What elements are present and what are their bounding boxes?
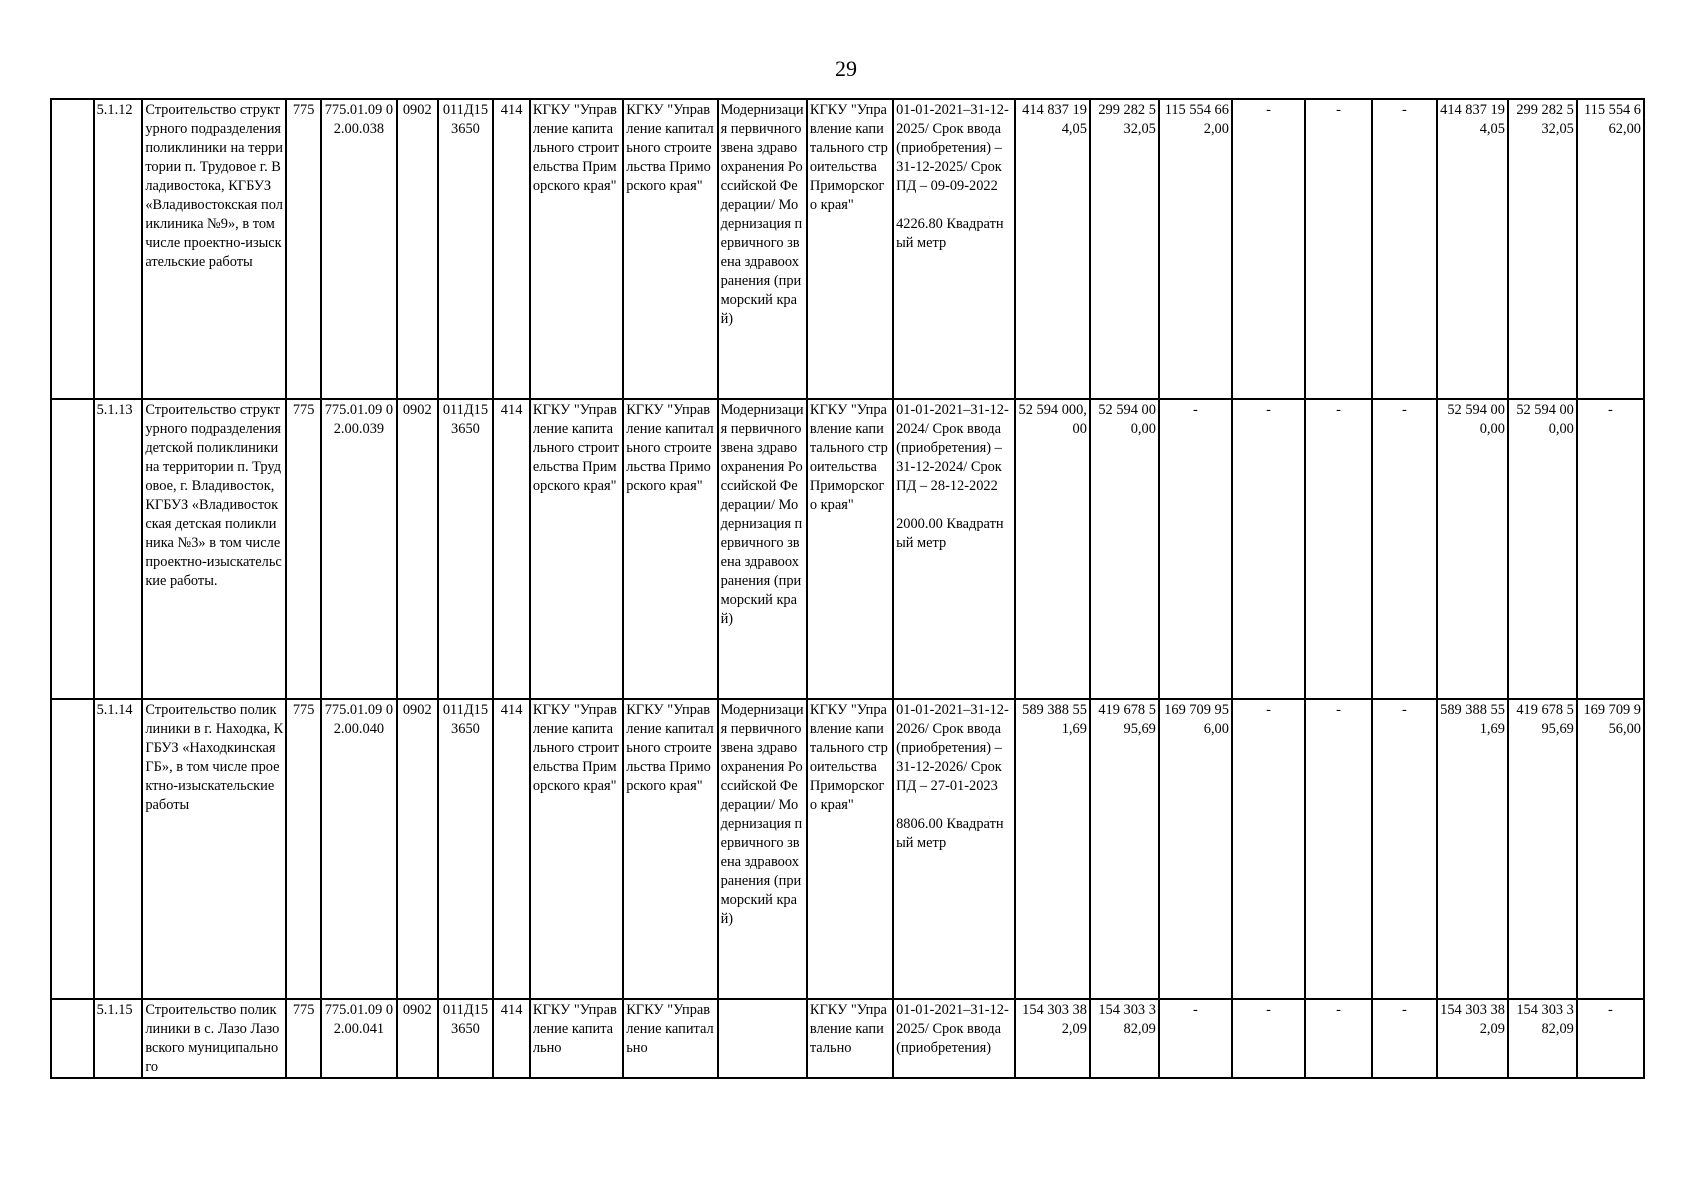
grbs-code: 775 bbox=[286, 399, 320, 699]
budget-year-2: 169 709 956,00 bbox=[1577, 699, 1644, 999]
dash-cell: - bbox=[1305, 699, 1372, 999]
budget-table bbox=[50, 98, 1645, 1079]
executor: КГКУ "Управление капитально bbox=[807, 999, 893, 1078]
expense-type: 414 bbox=[493, 999, 530, 1078]
dash-cell: - bbox=[1305, 99, 1372, 399]
dash-cell: - bbox=[1372, 399, 1437, 699]
dash-cell: - bbox=[1305, 999, 1372, 1078]
amount-year-1: 52 594 000,00 bbox=[1090, 399, 1159, 699]
section-code: 0902 bbox=[397, 99, 438, 399]
customer: КГКУ "Управление капитального строительства Приморского края" bbox=[530, 699, 623, 999]
developer: КГКУ "Управление капитального строительства Приморского края" bbox=[623, 699, 717, 999]
dash-cell: - bbox=[1232, 699, 1305, 999]
section-code: 0902 bbox=[397, 399, 438, 699]
object-name: Строительство поликлиники в с. Лазо Лазовского муниципального bbox=[142, 999, 286, 1078]
terms: 01-01-2021–31-12-2025/ Срок ввода (приобретения) bbox=[893, 999, 1015, 1078]
terms: 01-01-2021–31-12-2024/ Срок ввода (приобретения) – 31-12-2024/ Срок ПД – 28-12-2022 2000.00 Квадратный метр bbox=[893, 399, 1015, 699]
total-amount: 414 837 194,05 bbox=[1015, 99, 1090, 399]
program: Модернизация первичного звена здравоохранения Российской Федерации/ Модернизация первичного звена здравоохранения (приморский край) bbox=[718, 699, 807, 999]
executor: КГКУ "Управление капитального строительства Приморского края" bbox=[807, 699, 893, 999]
blank-cell bbox=[51, 399, 94, 699]
customer: КГКУ "Управление капитально bbox=[530, 999, 623, 1078]
amount-year-1: 299 282 532,05 bbox=[1090, 99, 1159, 399]
budget-year-1: 52 594 000,00 bbox=[1508, 399, 1577, 699]
object-code: 775.01.09 02.00.040 bbox=[321, 699, 397, 999]
amount-year-2: - bbox=[1159, 399, 1232, 699]
amount-year-2: 115 554 662,00 bbox=[1159, 99, 1232, 399]
object-name: Строительство поликлиники в г. Находка, КГБУЗ «Находкинская ГБ», в том числе проектно-изыскательские работы bbox=[142, 699, 286, 999]
program: Модернизация первичного звена здравоохранения Российской Федерации/ Модернизация первичного звена здравоохранения (приморский край) bbox=[718, 99, 807, 399]
budget-total: 52 594 000,00 bbox=[1437, 399, 1508, 699]
target-article: 011Д15 3650 bbox=[438, 699, 494, 999]
blank-cell bbox=[51, 99, 94, 399]
table-row bbox=[51, 399, 1644, 699]
terms: 01-01-2021–31-12-2025/ Срок ввода (приобретения) – 31-12-2025/ Срок ПД – 09-09-2022 4226.80 Квадратный метр bbox=[893, 99, 1015, 399]
target-article: 011Д15 3650 bbox=[438, 99, 494, 399]
row-number: 5.1.14 bbox=[94, 699, 143, 999]
dash-cell: - bbox=[1372, 999, 1437, 1078]
row-number: 5.1.12 bbox=[94, 99, 143, 399]
amount-year-2: 169 709 956,00 bbox=[1159, 699, 1232, 999]
total-amount: 589 388 551,69 bbox=[1015, 699, 1090, 999]
expense-type: 414 bbox=[493, 699, 530, 999]
row-number: 5.1.13 bbox=[94, 399, 143, 699]
object-name: Строительство структурного подразделения поликлиники на территории п. Трудовое г. Владивостока, КГБУЗ «Владивостокская поликлиника №9», в том числе проектно-изыскательские работы bbox=[142, 99, 286, 399]
grbs-code: 775 bbox=[286, 99, 320, 399]
terms: 01-01-2021–31-12-2026/ Срок ввода (приобретения) – 31-12-2026/ Срок ПД – 27-01-2023 8806.00 Квадратный метр bbox=[893, 699, 1015, 999]
table-row bbox=[51, 999, 1644, 1078]
budget-total: 589 388 551,69 bbox=[1437, 699, 1508, 999]
table-row bbox=[51, 99, 1644, 399]
target-article: 011Д15 3650 bbox=[438, 999, 494, 1078]
page-number: 29 bbox=[835, 56, 857, 81]
dash-cell: - bbox=[1372, 699, 1437, 999]
dash-cell: - bbox=[1305, 399, 1372, 699]
executor: КГКУ "Управление капитального строительства Приморского края" bbox=[807, 399, 893, 699]
dash-cell: - bbox=[1232, 99, 1305, 399]
expense-type: 414 bbox=[493, 399, 530, 699]
budget-year-2: - bbox=[1577, 999, 1644, 1078]
amount-year-1: 419 678 595,69 bbox=[1090, 699, 1159, 999]
customer: КГКУ "Управление капитального строительства Приморского края" bbox=[530, 399, 623, 699]
object-code: 775.01.09 02.00.039 bbox=[321, 399, 397, 699]
customer: КГКУ "Управление капитального строительства Приморского края" bbox=[530, 99, 623, 399]
budget-year-1: 154 303 382,09 bbox=[1508, 999, 1577, 1078]
budget-total: 414 837 194,05 bbox=[1437, 99, 1508, 399]
blank-cell bbox=[51, 999, 94, 1078]
dash-cell: - bbox=[1232, 399, 1305, 699]
developer: КГКУ "Управление капитального строительства Приморского края" bbox=[623, 399, 717, 699]
program bbox=[718, 999, 807, 1078]
dash-cell: - bbox=[1372, 99, 1437, 399]
grbs-code: 775 bbox=[286, 699, 320, 999]
developer: КГКУ "Управление капитального строительства Приморского края" bbox=[623, 99, 717, 399]
dash-cell: - bbox=[1232, 999, 1305, 1078]
executor: КГКУ "Управление капитального строительства Приморского края" bbox=[807, 99, 893, 399]
object-name: Строительство структурного подразделения детской поликлиники на территории п. Трудовое, г. Владивосток, КГБУЗ «Владивостокская детская поликлиника №3» в том числе проектно-изыскательские работы. bbox=[142, 399, 286, 699]
budget-year-1: 419 678 595,69 bbox=[1508, 699, 1577, 999]
section-code: 0902 bbox=[397, 699, 438, 999]
amount-year-2: - bbox=[1159, 999, 1232, 1078]
target-article: 011Д15 3650 bbox=[438, 399, 494, 699]
budget-year-2: 115 554 662,00 bbox=[1577, 99, 1644, 399]
amount-year-1: 154 303 382,09 bbox=[1090, 999, 1159, 1078]
object-code: 775.01.09 02.00.041 bbox=[321, 999, 397, 1078]
total-amount: 52 594 000,00 bbox=[1015, 399, 1090, 699]
program: Модернизация первичного звена здравоохранения Российской Федерации/ Модернизация первичного звена здравоохранения (приморский край) bbox=[718, 399, 807, 699]
section-code: 0902 bbox=[397, 999, 438, 1078]
budget-total: 154 303 382,09 bbox=[1437, 999, 1508, 1078]
developer: КГКУ "Управление капитально bbox=[623, 999, 717, 1078]
total-amount: 154 303 382,09 bbox=[1015, 999, 1090, 1078]
blank-cell bbox=[51, 699, 94, 999]
table-row bbox=[51, 699, 1644, 999]
budget-year-1: 299 282 532,05 bbox=[1508, 99, 1577, 399]
budget-year-2: - bbox=[1577, 399, 1644, 699]
object-code: 775.01.09 02.00.038 bbox=[321, 99, 397, 399]
expense-type: 414 bbox=[493, 99, 530, 399]
grbs-code: 775 bbox=[286, 999, 320, 1078]
row-number: 5.1.15 bbox=[94, 999, 143, 1078]
